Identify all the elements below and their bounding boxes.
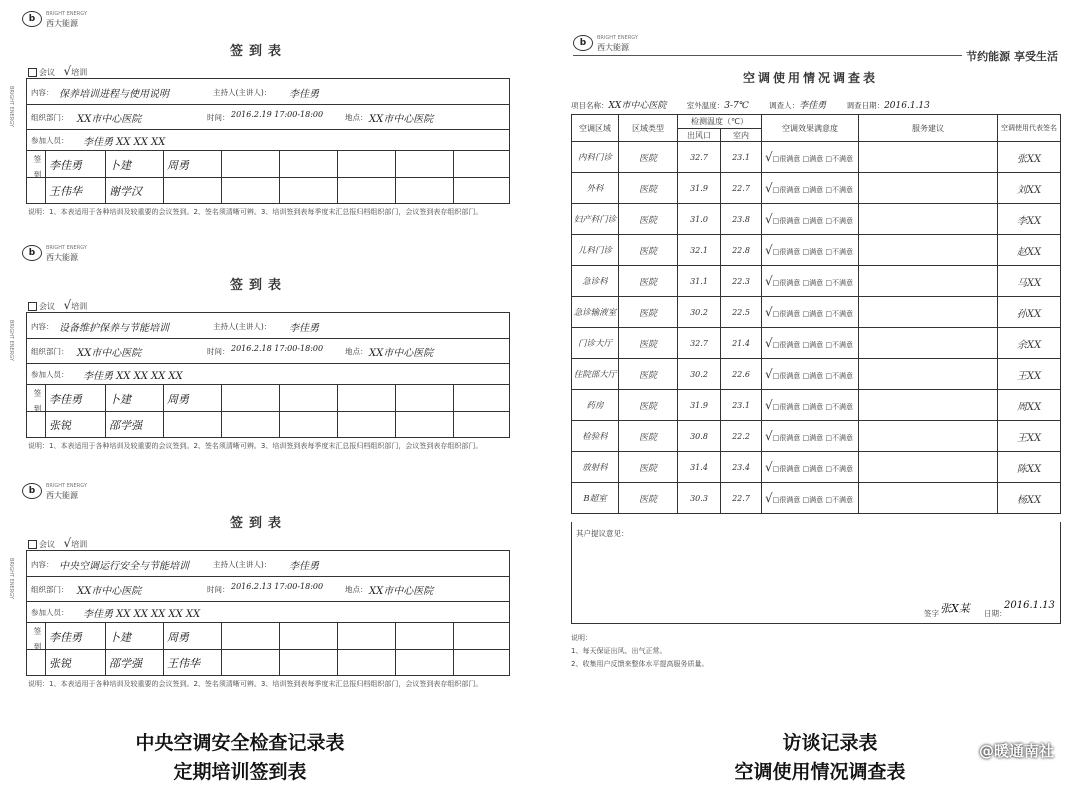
training-label: 培训	[71, 302, 88, 311]
logo-text: 西大能源	[46, 19, 78, 28]
watermark: @暖通南社	[978, 742, 1054, 760]
type-cell: 医院	[619, 390, 678, 421]
satisfaction-cell: √□很满意 □满意 □不满意	[762, 452, 859, 483]
satisfaction-cell: √□很满意 □满意 □不满意	[762, 142, 859, 173]
left-caption-line1: 中央空调安全检查记录表	[135, 732, 345, 754]
outlet-cell: 30.3	[678, 483, 721, 514]
satisfaction-options: □很满意 □满意 □不满意	[772, 248, 853, 256]
type-checkboxes	[28, 64, 87, 78]
training-check-mark: √	[63, 64, 72, 78]
signature: 邵学强	[109, 657, 142, 670]
header-signer: 空调使用代表签名	[998, 115, 1061, 142]
area-cell: 妇产科门诊	[572, 204, 619, 235]
satisfaction-options: □很满意 □满意 □不满意	[772, 434, 853, 442]
type-cell: 医院	[619, 421, 678, 452]
outlet-cell: 31.9	[678, 173, 721, 204]
meeting-label: 会议	[39, 68, 55, 77]
sign-label: 签字	[924, 609, 939, 618]
header-suggest: 服务建议	[859, 115, 998, 142]
company-logo	[573, 34, 638, 52]
satisfaction-cell: √□很满意 □满意 □不满意	[762, 359, 859, 390]
satisfaction-cell: √□很满意 □满意 □不满意	[762, 421, 859, 452]
type-cell: 医院	[619, 204, 678, 235]
company-logo	[22, 482, 87, 500]
sheet-title: 签到表	[230, 516, 288, 531]
room-cell: 23.1	[721, 390, 762, 421]
content-value: 设备维护保养与节能培训	[59, 323, 169, 334]
satisfaction-cell: √□很满意 □满意 □不满意	[762, 297, 859, 328]
content-label: 内容：	[31, 88, 54, 97]
sign-in-sheet	[8, 478, 528, 706]
signer-cell: 杨XX	[998, 483, 1061, 514]
table-row	[572, 204, 1061, 235]
time-value: 2016.2.18 17:00-18:00	[231, 344, 324, 353]
logo-text: 西大能源	[46, 491, 78, 500]
opinion-label: 其户提议意见：	[576, 529, 629, 538]
type-cell: 医院	[619, 452, 678, 483]
meeting-checkbox	[28, 68, 37, 77]
table-row	[572, 359, 1061, 390]
room-cell: 21.4	[721, 328, 762, 359]
suggest-cell	[859, 142, 998, 173]
note-line-1: 说明：	[571, 634, 592, 642]
org-label: 组织部门：	[31, 347, 69, 356]
content-value: 中央空调运行安全与节能培训	[59, 561, 189, 572]
outlet-cell: 31.1	[678, 266, 721, 297]
side-print: BRIGHT ENERGY	[8, 86, 14, 127]
host-label: 主持人(主讲人)：	[213, 560, 272, 569]
outlet-cell: 31.0	[678, 204, 721, 235]
table-row	[572, 173, 1061, 204]
note-line-3: 2、收集用户反馈来整体水平提高服务质量。	[571, 660, 709, 668]
suggest-cell	[859, 328, 998, 359]
outlet-cell: 30.2	[678, 359, 721, 390]
right-caption-line2: 空调使用情况调查表	[734, 761, 906, 783]
satisfaction-options: □很满意 □满意 □不满意	[772, 403, 853, 411]
type-cell: 医院	[619, 328, 678, 359]
type-cell: 医院	[619, 173, 678, 204]
side-print: BRIGHT ENERGY	[8, 558, 14, 599]
org-value: XX市中心医院	[77, 114, 142, 125]
table-row	[572, 390, 1061, 421]
room-cell: 22.2	[721, 421, 762, 452]
satisfaction-options: □很满意 □满意 □不满意	[772, 341, 853, 349]
signature: 李佳勇	[49, 159, 82, 172]
sheet-note: 说明：1、本表适用于各种培训及较重要的会议签到。2、签名须清晰可辨。3、培训签到表每季度末汇总报归档组织部门，会议签到表存组织部门。	[28, 442, 483, 450]
org-label: 组织部门：	[31, 113, 69, 122]
logo-text: 西大能源	[597, 43, 629, 52]
area-cell: 内科门诊	[572, 142, 619, 173]
place-label: 地点：	[345, 113, 368, 122]
satisfaction-options: □很满意 □满意 □不满意	[772, 372, 853, 380]
satisfaction-options: □很满意 □满意 □不满意	[772, 310, 853, 318]
signer-cell: 张XX	[998, 142, 1061, 173]
content-label: 内容：	[31, 322, 54, 331]
date-value: 2016.1.13	[884, 101, 930, 111]
meeting-label: 会议	[39, 302, 55, 311]
header-type: 区域类型	[619, 115, 678, 142]
place-label: 地点：	[345, 585, 368, 594]
signature: 张锐	[49, 419, 71, 432]
logo-text: 西大能源	[46, 253, 78, 262]
survey-meta	[571, 98, 930, 111]
sign-in-form	[26, 550, 510, 676]
suggest-cell	[859, 421, 998, 452]
signer-cell: 孙XX	[998, 297, 1061, 328]
type-cell: 医院	[619, 266, 678, 297]
place-value: XX市中心医院	[369, 114, 434, 125]
survey-title: 空调使用情况调查表	[743, 71, 879, 85]
slogan: 节约能源 享受生活	[962, 48, 1058, 64]
table-row	[572, 452, 1061, 483]
host-value: 李佳勇	[289, 323, 319, 334]
signer-cell: 李XX	[998, 204, 1061, 235]
room-cell: 22.6	[721, 359, 762, 390]
attend-label: 参加人员：	[31, 136, 69, 145]
signer-cell: 王XX	[998, 359, 1061, 390]
header-satisfaction: 空调效果满意度	[762, 115, 859, 142]
training-check-mark: √	[63, 536, 72, 550]
table-row	[572, 235, 1061, 266]
area-cell: 急诊科	[572, 266, 619, 297]
training-label: 培训	[71, 540, 88, 549]
suggest-cell	[859, 483, 998, 514]
project-label: 项目名称：	[571, 101, 609, 110]
suggest-cell	[859, 173, 998, 204]
attend-label: 参加人员：	[31, 608, 69, 617]
host-label: 主持人(主讲人)：	[213, 88, 272, 97]
signer-cell: 周XX	[998, 390, 1061, 421]
side-print: BRIGHT ENERGY	[8, 320, 14, 361]
area-cell: 药房	[572, 390, 619, 421]
content-label: 内容：	[31, 560, 54, 569]
attend-value: 李佳勇 XX XX XX XX	[83, 371, 183, 382]
investigator-value: 李佳勇	[799, 101, 827, 111]
table-row	[572, 266, 1061, 297]
sign-date-label: 日期：	[984, 609, 1007, 618]
meeting-checkbox	[28, 540, 37, 549]
signature: 周勇	[167, 631, 189, 644]
header-temp: 检测温度（℃）	[678, 115, 762, 129]
logo-icon: b	[573, 35, 593, 51]
time-label: 时间：	[207, 585, 230, 594]
type-cell: 医院	[619, 297, 678, 328]
sign-label: 签到	[33, 389, 42, 420]
survey-table	[571, 114, 1061, 514]
satisfaction-cell: √□很满意 □满意 □不满意	[762, 204, 859, 235]
type-cell: 医院	[619, 359, 678, 390]
header-area: 空调区域	[572, 115, 619, 142]
signature: 周勇	[167, 159, 189, 172]
signer-cell: 赵XX	[998, 235, 1061, 266]
signer-cell: 余XX	[998, 328, 1061, 359]
satisfaction-options: □很满意 □满意 □不满意	[772, 496, 853, 504]
host-label: 主持人(主讲人)：	[213, 322, 272, 331]
attend-value: 李佳勇 XX XX XX	[83, 137, 166, 148]
host-value: 李佳勇	[289, 89, 319, 100]
suggest-cell	[859, 266, 998, 297]
signature: 张锐	[49, 657, 71, 670]
survey-notes	[571, 632, 708, 671]
area-cell: 急诊输液室	[572, 297, 619, 328]
satisfaction-options: □很满意 □满意 □不满意	[772, 465, 853, 473]
time-value: 2016.2.19 17:00-18:00	[231, 110, 324, 119]
sheet-note: 说明：1、本表适用于各种培训及较重要的会议签到。2、签名须清晰可辨。3、培训签到表每季度末汇总报归档组织部门，会议签到表存组织部门。	[28, 208, 483, 216]
area-cell: 住院部大厅	[572, 359, 619, 390]
area-cell: 放射科	[572, 452, 619, 483]
signature: 李佳勇	[49, 631, 82, 644]
project-value: XX市中心医院	[608, 101, 667, 111]
type-checkboxes	[28, 536, 87, 550]
logo-icon: b	[22, 245, 42, 261]
room-cell: 23.4	[721, 452, 762, 483]
signature: 邵学强	[109, 419, 142, 432]
time-label: 时间：	[207, 347, 230, 356]
attend-value: 李佳勇 XX XX XX XX XX	[83, 609, 201, 620]
sheet-title: 签到表	[230, 278, 288, 293]
signature: 周勇	[167, 393, 189, 406]
left-caption-line2: 定期培训签到表	[173, 761, 307, 783]
table-row	[572, 328, 1061, 359]
satisfaction-cell: √□很满意 □满意 □不满意	[762, 483, 859, 514]
note-line-2: 1、每天保证出风、出气正常。	[571, 647, 667, 655]
sign-in-sheet	[8, 240, 528, 468]
company-logo	[22, 10, 87, 28]
outlet-cell: 31.9	[678, 390, 721, 421]
satisfaction-cell: √□很满意 □满意 □不满意	[762, 266, 859, 297]
attend-label: 参加人员：	[31, 370, 69, 379]
sign-date-value: 2016.1.13	[1004, 600, 1055, 611]
room-cell: 22.7	[721, 173, 762, 204]
sign-in-form	[26, 78, 510, 204]
training-check-mark: √	[63, 298, 72, 312]
suggest-cell	[859, 359, 998, 390]
sign-value: 张X某	[940, 602, 970, 615]
company-logo	[22, 244, 87, 262]
logo-icon: b	[22, 11, 42, 27]
time-value: 2016.2.13 17:00-18:00	[231, 582, 324, 591]
training-label: 培训	[71, 68, 88, 77]
place-value: XX市中心医院	[369, 586, 434, 597]
signature: 李佳勇	[49, 393, 82, 406]
logo-small-text: BRIGHT ENERGY	[46, 483, 87, 489]
area-cell: 儿科门诊	[572, 235, 619, 266]
sign-label: 签到	[33, 155, 42, 186]
outlet-cell: 31.4	[678, 452, 721, 483]
satisfaction-options: □很满意 □满意 □不满意	[772, 186, 853, 194]
satisfaction-options: □很满意 □满意 □不满意	[772, 279, 853, 287]
signer-cell: 马XX	[998, 266, 1061, 297]
logo-small-text: BRIGHT ENERGY	[597, 35, 638, 41]
sign-label: 签到	[33, 627, 42, 658]
type-cell: 医院	[619, 235, 678, 266]
satisfaction-cell: √□很满意 □满意 □不满意	[762, 235, 859, 266]
investigator-label: 调查人：	[769, 101, 800, 110]
date-label: 调查日期：	[846, 101, 885, 110]
signature: 谢学汉	[109, 185, 142, 198]
room-cell: 22.5	[721, 297, 762, 328]
satisfaction-cell: √□很满意 □满意 □不满意	[762, 328, 859, 359]
opinion-box	[571, 522, 1061, 624]
table-row	[572, 297, 1061, 328]
signer-cell: 刘XX	[998, 173, 1061, 204]
time-label: 时间：	[207, 113, 230, 122]
area-cell: B超室	[572, 483, 619, 514]
signature: 卜建	[109, 159, 131, 172]
host-value: 李佳勇	[289, 561, 319, 572]
outlet-cell: 32.1	[678, 235, 721, 266]
signature: 王伟华	[167, 657, 200, 670]
temp-label: 室外温度：	[686, 101, 725, 110]
type-checkboxes	[28, 298, 87, 312]
signer-cell: 王XX	[998, 421, 1061, 452]
org-value: XX市中心医院	[77, 586, 142, 597]
logo-icon: b	[22, 483, 42, 499]
satisfaction-options: □很满意 □满意 □不满意	[772, 155, 853, 163]
place-value: XX市中心医院	[369, 348, 434, 359]
area-cell: 外科	[572, 173, 619, 204]
suggest-cell	[859, 452, 998, 483]
outlet-cell: 30.2	[678, 297, 721, 328]
suggest-cell	[859, 390, 998, 421]
header-room: 室内	[721, 129, 762, 142]
survey-sheet	[553, 24, 1068, 714]
meeting-checkbox	[28, 302, 37, 311]
logo-small-text: BRIGHT ENERGY	[46, 245, 87, 251]
org-value: XX市中心医院	[77, 348, 142, 359]
place-label: 地点：	[345, 347, 368, 356]
sheet-title: 签到表	[230, 44, 288, 59]
table-row	[572, 142, 1061, 173]
outlet-cell: 32.7	[678, 328, 721, 359]
sheet-note: 说明：1、本表适用于各种培训及较重要的会议签到。2、签名须清晰可辨。3、培训签到表每季度末汇总报归档组织部门，会议签到表存组织部门。	[28, 680, 483, 688]
room-cell: 22.8	[721, 235, 762, 266]
satisfaction-cell: √□很满意 □满意 □不满意	[762, 390, 859, 421]
room-cell: 23.1	[721, 142, 762, 173]
type-cell: 医院	[619, 483, 678, 514]
header-outlet: 出风口	[678, 129, 721, 142]
signature: 卜建	[109, 631, 131, 644]
suggest-cell	[859, 297, 998, 328]
sign-in-form	[26, 312, 510, 438]
suggest-cell	[859, 204, 998, 235]
outlet-cell: 32.7	[678, 142, 721, 173]
right-caption-line1: 访谈记录表	[782, 732, 878, 754]
room-cell: 22.7	[721, 483, 762, 514]
room-cell: 23.8	[721, 204, 762, 235]
area-cell: 检验科	[572, 421, 619, 452]
temp-value: 3-7℃	[724, 101, 749, 111]
table-row	[572, 483, 1061, 514]
satisfaction-cell: √□很满意 □满意 □不满意	[762, 173, 859, 204]
room-cell: 22.3	[721, 266, 762, 297]
area-cell: 门诊大厅	[572, 328, 619, 359]
type-cell: 医院	[619, 142, 678, 173]
content-value: 保养培训进程与使用说明	[59, 89, 169, 100]
meeting-label: 会议	[39, 540, 55, 549]
sign-in-sheet	[8, 6, 528, 234]
org-label: 组织部门：	[31, 585, 69, 594]
outlet-cell: 30.8	[678, 421, 721, 452]
signature: 卜建	[109, 393, 131, 406]
table-row	[572, 421, 1061, 452]
signer-cell: 陈XX	[998, 452, 1061, 483]
satisfaction-options: □很满意 □满意 □不满意	[772, 217, 853, 225]
logo-small-text: BRIGHT ENERGY	[46, 11, 87, 17]
signature: 王伟华	[49, 185, 82, 198]
suggest-cell	[859, 235, 998, 266]
